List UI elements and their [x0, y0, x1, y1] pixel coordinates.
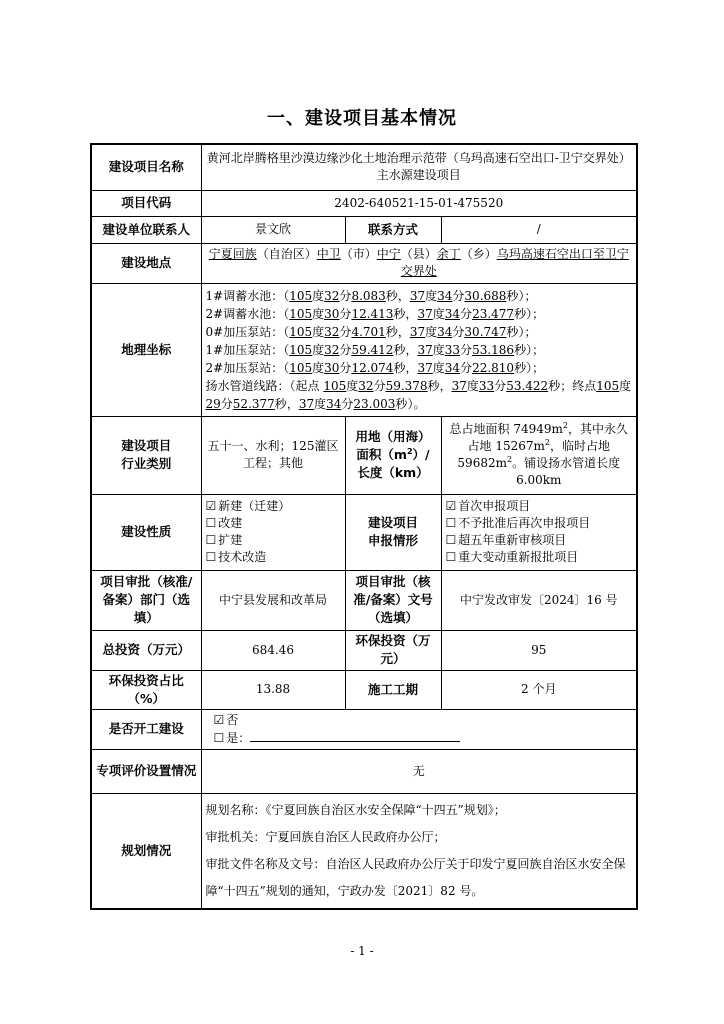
- area-value: 总占地面积 $74949m^2$，其中永久占地 $15267m^2$，临时占地 $59682m^2$。铺设扬水管道长度 6.00km: [441, 416, 637, 494]
- approval-doc-label: 项目审批（核准/备案）文号（选填）: [345, 570, 441, 630]
- total-investment-label: 总投资（万元）: [91, 630, 201, 670]
- location-value: [201, 243, 637, 283]
- started-options: [201, 709, 637, 749]
- location-label: 建设地点: [91, 243, 201, 283]
- env-investment-value: 95: [441, 630, 637, 670]
- started-label: 是否开工建设: [91, 709, 201, 749]
- project-name-label: 建设项目名称: [91, 144, 201, 190]
- planning-line: 规划名称：《宁夏回族自治区水安全保障“十四五”规划》；: [205, 802, 506, 817]
- geo-line: 2#调蓄水池：（105度30分12.413秒，37度34分23.477秒）；: [205, 306, 545, 321]
- geo-line: 2#加压泵站：（105度30分12.074秒，37度34分22.810秒）；: [205, 360, 545, 375]
- period-label: 施工工期: [345, 670, 441, 709]
- location-county: 中宁: [376, 247, 401, 261]
- contact-method-label: 联系方式: [345, 216, 441, 243]
- row-approval: [91, 570, 637, 630]
- planning-line: 审批文件名称及文号：自治区人民政府办公厅关于印发宁夏回族自治区水安全保障“十四五”规划的通知，宁政办发〔2021〕82 号。: [205, 856, 626, 898]
- project-info-table: [90, 143, 638, 910]
- report-option[interactable]: ☐ 超五年重新审核项目: [445, 533, 567, 547]
- nature-options: [201, 494, 345, 570]
- row-location: [91, 243, 637, 283]
- report-option[interactable]: ☐ 重大变动重新报批项目: [445, 550, 579, 564]
- report-option[interactable]: ☐ 不予批准后再次申报项目: [445, 516, 591, 530]
- row-started: [91, 709, 637, 749]
- row-contact: [91, 216, 637, 243]
- contact-label: 建设单位联系人: [91, 216, 201, 243]
- project-code-value: 2402-640521-15-01-475520: [201, 190, 637, 216]
- report-options: [441, 494, 637, 570]
- location-town-unit: （乡）: [460, 247, 497, 261]
- page-title: 一、建设项目基本情况: [267, 108, 457, 129]
- contact-method-value: /: [441, 216, 637, 243]
- project-code-label: 项目代码: [91, 190, 201, 216]
- report-option[interactable]: ☑ 首次申报项目: [445, 499, 531, 513]
- period-value: 2 个月: [441, 670, 637, 709]
- row-planning: [91, 793, 637, 909]
- area-label: 用地（用海） 面积$(m^2)/$ 长度（km）: [345, 416, 441, 494]
- row-ratio: [91, 670, 637, 709]
- row-special: [91, 749, 637, 793]
- location-region-unit: （自治区）: [256, 247, 317, 261]
- nature-option[interactable]: ☑ 新建（迁建）: [205, 499, 291, 513]
- project-name-value: 黄河北岸腾格里沙漠边缘沙化土地治理示范带（乌玛高速石空出口-卫宁交界处）主水源建设项目: [201, 144, 637, 190]
- nature-option[interactable]: ☐ 扩建: [205, 533, 243, 547]
- special-label: 专项评价设置情况: [91, 749, 201, 793]
- geo-line: 0#加压泵站：（105度32分4.701秒，37度34分30.747秒）；: [205, 324, 537, 339]
- geo-value: [201, 283, 637, 416]
- env-ratio-value: 13.88: [201, 670, 345, 709]
- geo-label: 地理坐标: [91, 283, 201, 416]
- location-county-unit: （县）: [400, 247, 437, 261]
- row-project-name: [91, 144, 637, 190]
- env-ratio-label: 环保投资占比（%）: [91, 670, 201, 709]
- location-region: 宁夏回族: [208, 247, 257, 261]
- row-industry: [91, 416, 637, 494]
- geo-pipeline: 扬水管道线路：（起点 105度32分59.378秒，37度33分53.422秒；终点105度29分52.377秒，37度34分23.003秒）。: [205, 378, 632, 411]
- row-geo: [91, 283, 637, 416]
- industry-value: 五十一、水利；125灌区工程；其他: [201, 416, 345, 494]
- planning-label: 规划情况: [91, 793, 201, 909]
- nature-option[interactable]: ☐ 改建: [205, 516, 243, 530]
- nature-option[interactable]: ☐ 技术改造: [205, 550, 267, 564]
- approval-doc-value: 中宁发改审发〔2024〕16 号: [441, 570, 637, 630]
- location-city-unit: （市）: [340, 247, 377, 261]
- location-city: 中卫: [316, 247, 341, 261]
- total-investment-value: 684.46: [201, 630, 345, 670]
- started-option-yes[interactable]: ☐ 是：: [214, 729, 633, 747]
- geo-line: 1#调蓄水池：（105度32分8.083秒，37度34分30.688秒）；: [205, 288, 537, 303]
- planning-value: [201, 793, 637, 909]
- nature-label: 建设性质: [91, 494, 201, 570]
- env-investment-label: 环保投资（万元）: [345, 630, 441, 670]
- row-project-code: [91, 190, 637, 216]
- started-option-no[interactable]: ☑ 否: [213, 712, 239, 727]
- planning-line: 审批机关：宁夏回族自治区人民政府办公厅；: [205, 829, 446, 844]
- row-nature: [91, 494, 637, 570]
- location-town: 余丁: [436, 247, 461, 261]
- report-label: 建设项目 申报情形: [345, 494, 441, 570]
- special-value: 无: [201, 749, 637, 793]
- approval-dept-label: 项目审批（核准/备案）部门（选填）: [91, 570, 201, 630]
- geo-line: 1#加压泵站：（105度32分59.412秒，37度33分53.186秒）；: [205, 342, 545, 357]
- started-blank-line: [250, 729, 460, 742]
- row-investment: [91, 630, 637, 670]
- page-number: - 1 -: [350, 944, 374, 958]
- approval-dept-value: 中宁县发展和改革局: [201, 570, 345, 630]
- contact-value: 景文欣: [201, 216, 345, 243]
- industry-label: 建设项目 行业类别: [91, 416, 201, 494]
- location-detail: 乌玛高速石空出口至卫宁交界处: [400, 247, 629, 278]
